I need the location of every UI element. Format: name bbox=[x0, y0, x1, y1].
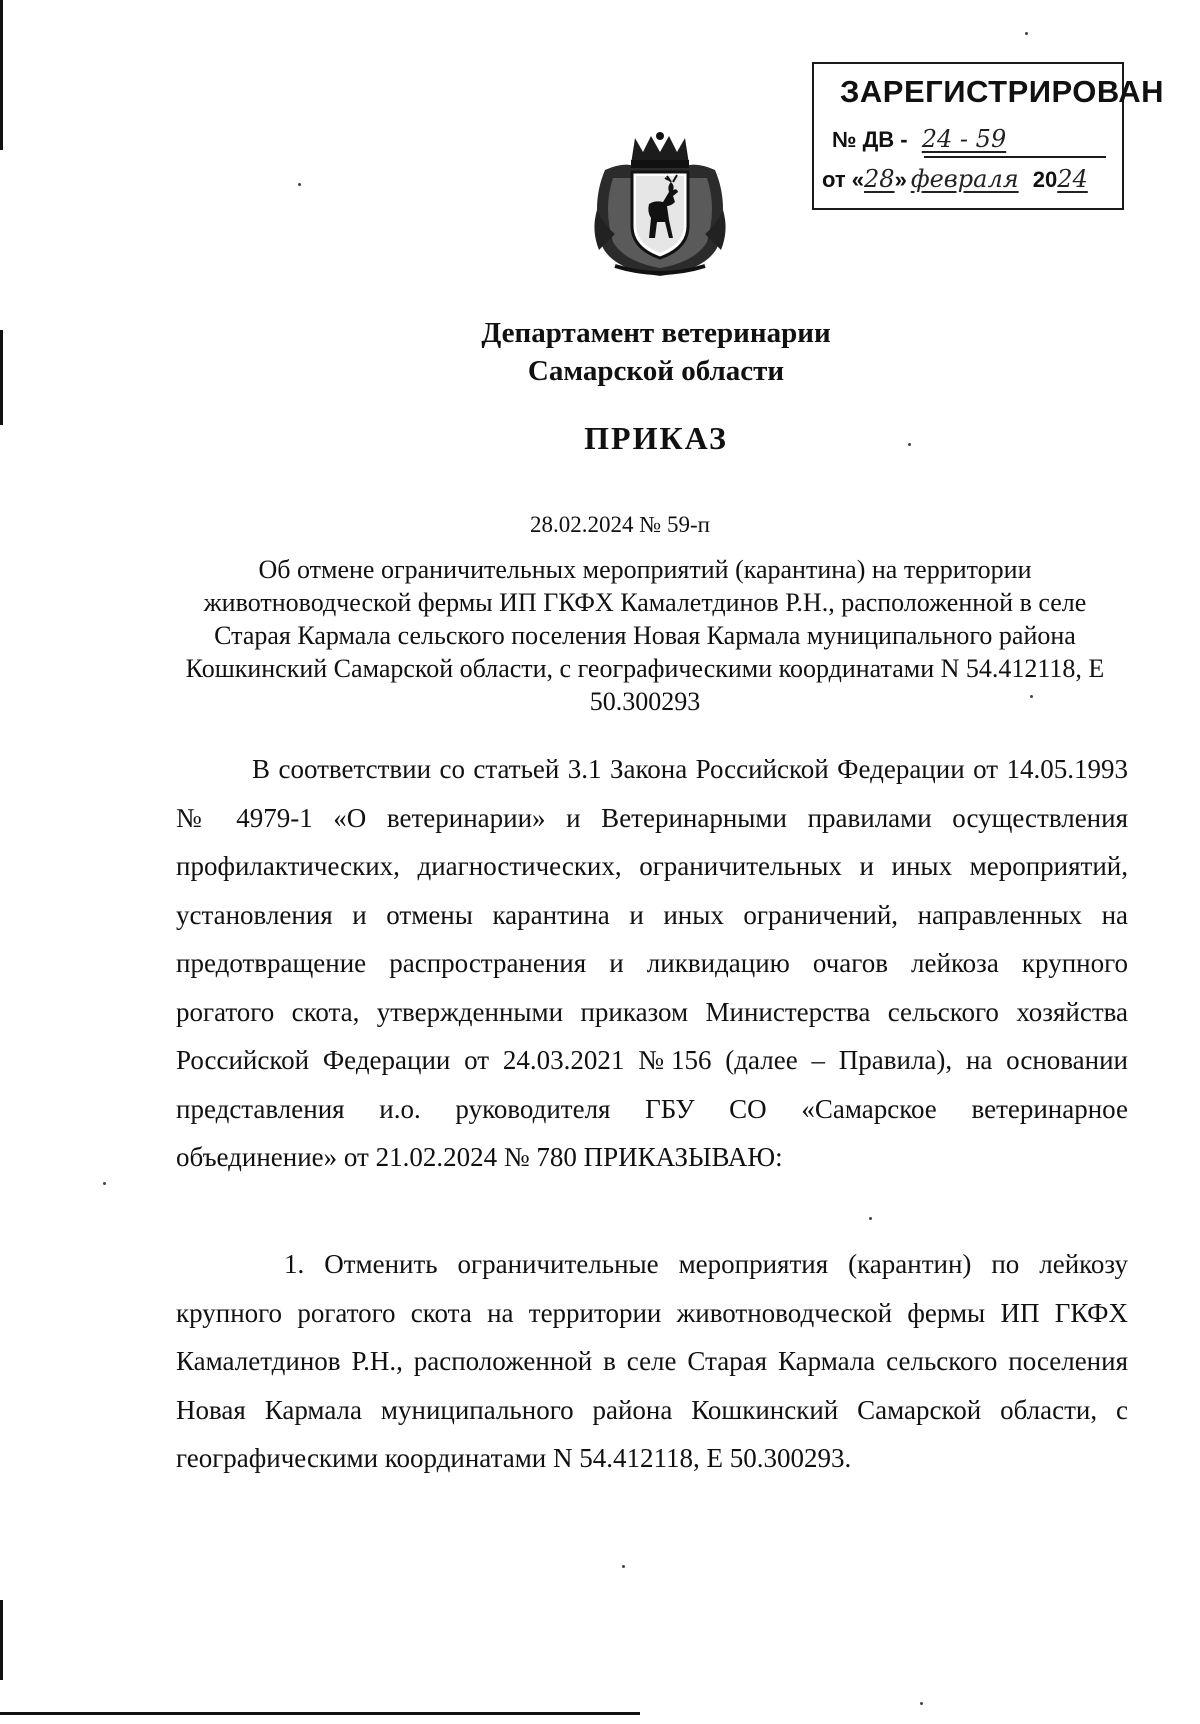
body-paragraph-item-1: 1. Отменить ограничительные мероприятия (карантин) по лейкозу крупного рогатого скота на территории животноводческой фермы ИП ГКФХ Камалетдинов Р.Н., расположенной в селе Старая Кармала сельского поселения Новая Кармала муниципального района Кошкинский Самарской области, с географическими координатами N 54.412118, E 50.300293. bbox=[176, 1249, 1128, 1473]
stamp-date-month: февраля bbox=[910, 165, 1019, 193]
stamp-date-row bbox=[822, 165, 1088, 193]
scan-edge-mark bbox=[0, 330, 3, 425]
scan-speck bbox=[920, 1702, 923, 1705]
stamp-number-handwritten: 24 - 59 bbox=[921, 125, 1007, 153]
stamp-number-row bbox=[832, 125, 1006, 153]
body-paragraph-preamble: В соответствии со статьей 3.1 Закона Российской Федерации от 14.05.1993 № 4979-1 «О ветеринарии» и Ветеринарными правилами осуществления профилактических, диагностических, ограничительных и иных мероприятий, установления и отмены карантина и иных ограничений, направленных на предотвращение распространения и ликвидацию очагов лейкоза крупного рогатого скота, утвержденными приказом Министерства сельского хозяйства Российской Федерации от 24.03.2021 №156 (далее – Правила), на основании представления и.о. руководителя ГБУ СО «Самарское ветеринарное объединение» от 21.02.2024 № 780 ПРИКАЗЫВАЮ: bbox=[176, 754, 1128, 1172]
stamp-date-prefix: от « bbox=[822, 167, 865, 192]
department-name-line-1: Департамент ветеринарии bbox=[481, 317, 831, 349]
document-subject: Об отмене ограничительных мероприятий (карантина) на территории животноводческой фермы ИП ГКФХ Камалетдинов Р.Н., расположенной в селе Старая Кармала сельского поселения Новая Кармала муниципального района Кошкинский Самарской области, с географическими координатами N 54.412118, E 50.300293 bbox=[185, 555, 1105, 716]
scan-edge-mark bbox=[0, 1600, 3, 1680]
scan-speck bbox=[869, 1217, 872, 1220]
stamp-date-day: 28 bbox=[864, 165, 895, 193]
stamp-date-year-suffix: 24 bbox=[1057, 165, 1088, 193]
document-type: ПРИКАЗ bbox=[584, 420, 728, 456]
department-name-line-2: Самарской области bbox=[527, 355, 785, 387]
stamp-date-mid: » bbox=[894, 167, 907, 192]
document-date-number: 28.02.2024 № 59-п bbox=[530, 512, 710, 537]
registration-stamp bbox=[812, 62, 1165, 210]
stamp-date-year-prefix: 20 bbox=[1032, 167, 1058, 192]
stamp-number-underline bbox=[924, 156, 1106, 158]
scan-speck bbox=[103, 1182, 106, 1185]
scan-edge-mark bbox=[0, 1712, 640, 1715]
scan-speck bbox=[298, 183, 301, 186]
samara-coat-of-arms-icon bbox=[585, 130, 735, 280]
stamp-number-prefix: № ДВ - bbox=[832, 127, 908, 152]
scan-edge-mark bbox=[0, 0, 3, 150]
scan-speck bbox=[1025, 32, 1028, 35]
stamp-title: ЗАРЕГИСТРИРОВАН bbox=[840, 74, 1165, 109]
scan-speck bbox=[622, 1565, 625, 1568]
